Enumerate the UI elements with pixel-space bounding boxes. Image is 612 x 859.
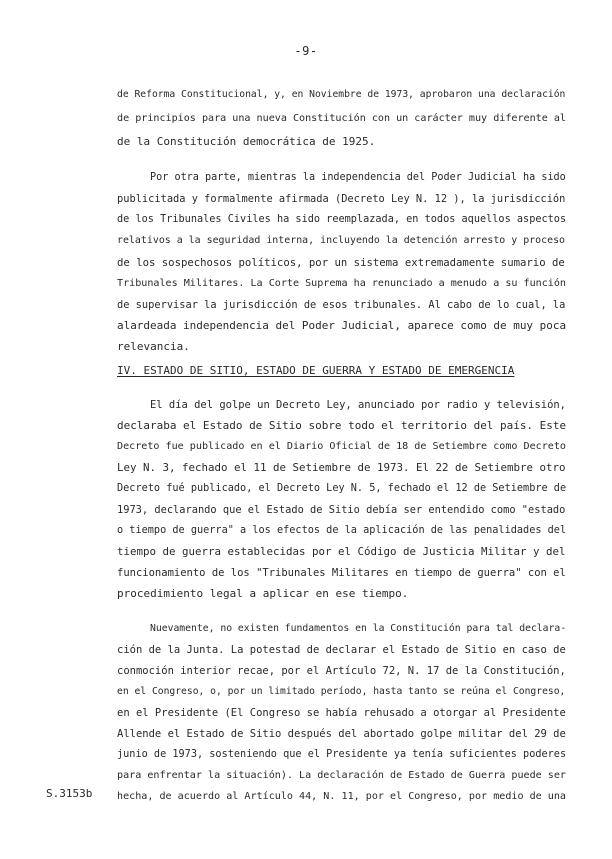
paragraph-4-line: en el Presidente (El Congreso se había rehusado a otorgar al Presidente <box>117 707 566 719</box>
paragraph-4-line: junio de 1973, sosteniendo que el Presidente ya tenía suficientes poderes <box>117 749 567 760</box>
paragraph-3-line: Ley N. 3, fechado el 11 de Setiembre de 1973. El 22 de Setiembre otro <box>117 461 566 474</box>
paragraph-2-line: de supervisar la jurisdicción de esos tribunales. Al cabo de lo cual, la <box>117 299 566 311</box>
paragraph-1-line: de la Constitución democrática de 1925. <box>117 135 376 148</box>
section-heading: IV. ESTADO DE SITIO, ESTADO DE GUERRA Y ESTADO DE EMERGENCIA <box>117 364 515 377</box>
paragraph-4-line: conmoción interior recae, por el Artículo 72, N. 17 de la Constitución, <box>117 665 566 677</box>
paragraph-2-line: relevancia. <box>117 340 190 353</box>
paragraph-2-line: relativos a la seguridad interna, incluyendo la detención arresto y proceso <box>117 235 566 246</box>
paragraph-3-line: Decreto fue publicado en el Diario Oficial de 18 de Setiembre como Decreto <box>117 441 566 452</box>
paragraph-4-line: ción de la Junta. La potestad de declarar el Estado de Sitio en caso de <box>117 644 566 656</box>
paragraph-1-line: de Reforma Constitucional, y, en Noviembre de 1973, aprobaron una declaración <box>117 89 566 100</box>
paragraph-1-line: de principios para una nueva Constitución con un carácter muy diferente al <box>117 113 566 124</box>
paragraph-3-line: Decreto fué publicado, el Decreto Ley N. 5, fechado el 12 de Setiembre de <box>117 483 567 494</box>
margin-reference-code: S.3153b <box>46 787 93 800</box>
paragraph-3-line: procedimiento legal a aplicar en ese tiempo. <box>117 587 409 600</box>
paragraph-4-line: en el Congreso, o, por un limitado período, hasta tanto se reúna el Congreso, <box>117 686 566 697</box>
paragraph-3-line: 1973, declarando que el Estado de Sitio debía ser entendido como "estado <box>117 504 566 516</box>
paragraph-2-line: publicitada y formalmente afirmada (Decreto Ley N. 12 ), la jurisdicción <box>117 193 566 205</box>
page-number: -9- <box>294 44 318 58</box>
paragraph-2-line: Por otra parte, mientras la independencia del Poder Judicial ha sido <box>150 172 566 183</box>
paragraph-2-line: alardeada independencia del Poder Judicial, aparece como de muy poca <box>117 319 567 332</box>
paragraph-3-line: El día del golpe un Decreto Ley, anunciado por radio y televisión, <box>150 399 566 411</box>
paragraph-4-line: Allende el Estado de Sitio después del abortado golpe militar del 29 de <box>117 728 566 740</box>
paragraph-3-line: tiempo de guerra establecidas por el Código de Justicia Militar y del <box>117 545 566 558</box>
paragraph-3-line: funcionamiento de los "Tribunales Militares en tiempo de guerra" con el <box>117 567 566 579</box>
paragraph-2-line: de los sospechosos políticos, por un sistema extremadamente sumario de <box>117 256 565 269</box>
paragraph-3-line: declaraba el Estado de Sitio sobre todo el territorio del país. Este <box>117 419 567 432</box>
paragraph-4-line: hecha, de acuerdo al Artículo 44, N. 11, por el Congreso, por medio de una <box>117 791 566 802</box>
paragraph-2-line: Tribunales Militares. La Corte Suprema ha renunciado a menudo a su función <box>117 278 566 289</box>
paragraph-4-line: Nuevamente, no existen fundamentos en la Constitución para tal declara- <box>150 623 567 634</box>
paragraph-2-line: de los Tribunales Civiles ha sido reemplazada, en todos aquellos aspectos <box>117 214 567 225</box>
paragraph-3-line: o tiempo de guerra" a los efectos de la aplicación de las penalidades del <box>117 525 567 536</box>
paragraph-4-line: para enfrentar la situación). La declaración de Estado de Guerra puede ser <box>117 770 566 781</box>
